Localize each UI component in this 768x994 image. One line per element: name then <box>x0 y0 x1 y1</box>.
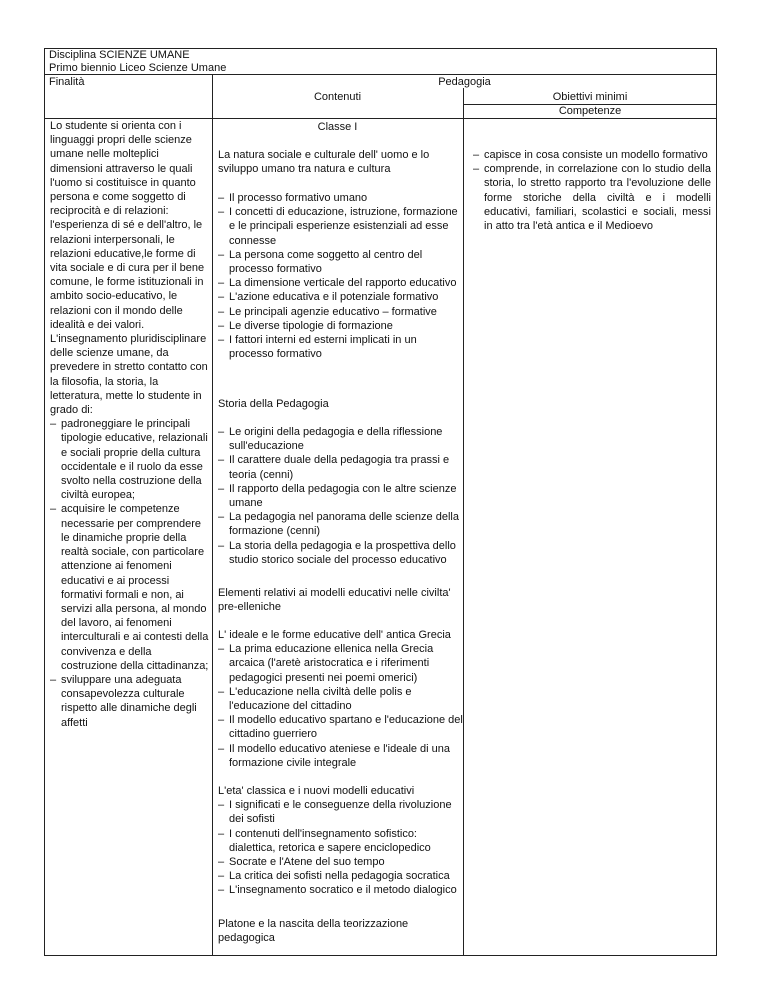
finalita-list <box>50 417 210 729</box>
section-title: L'eta' classica e i nuovi modelli educativi <box>218 785 415 797</box>
competenze-column <box>473 148 711 233</box>
list-item: – La dimensione verticale del rapporto educativo <box>218 276 463 290</box>
obiettivi-header: Obiettivi minimi <box>552 91 628 103</box>
section-grecia <box>218 628 463 770</box>
finalita-column <box>50 119 210 730</box>
list-item: – Le origini della pedagogia e della riflessione sull'educazione <box>218 425 463 453</box>
list-item: – Socrate e l'Atene del suo tempo <box>218 855 463 869</box>
classe-heading: Classe I <box>317 121 358 133</box>
finalita-intro: Lo studente si orienta con i linguaggi propri delle scienze umane nelle molteplici dimensioni attraverso le quali l'uomo si costituisce in quanto persona e come soggetto di reciprocità e di relazioni: l'esperienza di sé e dell'altro, le relazioni interpersonali, le relazioni educative,le forme di vita sociale e di cura per il bene comune, le forme istituzionali in ambito socio-educativo, le relazioni con il mondo delle idealità e dei valori. <box>50 120 205 331</box>
list-item: – comprende, in correlazione con lo studio della storia, lo stretto rapporto tra l'evoluzione delle forme storiche della civiltà e i modelli educativi, familiari, scolastici e sociali, messi in atto tra l'età antica e il Medioevo <box>473 162 711 233</box>
list-item: – La pedagogia nel panorama delle scienze della formazione (cenni) <box>218 510 463 538</box>
competenze-header: Competenze <box>558 105 622 117</box>
finalita-intro-2: L'insegnamento pluridisciplinare delle scienze umane, da prevedere in stretto contatto con la filosofia, la storia, la letteratura, mette lo studente in grado di: <box>50 333 208 417</box>
discipline-title: Disciplina SCIENZE UMANE <box>49 49 190 61</box>
list-item: – I significati e le conseguenze della rivoluzione dei sofisti <box>218 798 463 826</box>
list-item: – I fattori interni ed esterni implicati in un processo formativo <box>218 333 463 361</box>
list-item: – I contenuti dell'insegnamento sofistico: dialettica, retorica e sapere enciclopedico <box>218 827 463 855</box>
section-pre-elleniche <box>218 586 463 614</box>
list-item: – Il processo formativo umano <box>218 191 463 205</box>
section-title: Elementi relativi ai modelli educativi nelle civilta' pre-elleniche <box>218 587 451 614</box>
list-item: – padroneggiare le principali tipologie educative, relazionali e sociali proprie della cultura occidentale e il ruolo da esse svolto nella costruzione della civiltà europea; <box>50 417 210 502</box>
section-natura-list <box>218 191 463 361</box>
list-item: – L'insegnamento socratico e il metodo dialogico <box>218 883 463 897</box>
list-item: – La prima educazione ellenica nella Grecia arcaica (l'aretè aristocratica e i riferimenti pedagogici presenti nei poemi omerici) <box>218 642 463 685</box>
list-item: – capisce in cosa consiste un modello formativo <box>473 148 711 162</box>
list-item: – sviluppare una adeguata consapevolezza culturale rispetto alle dinamiche degli affetti <box>50 673 210 730</box>
list-item: – I concetti di educazione, istruzione, formazione e le principali esperienze esistenziali ad esse connesse <box>218 205 463 248</box>
list-item: – L'educazione nella civiltà delle polis e l'educazione del cittadino <box>218 685 463 713</box>
section-title: L' ideale e le forme educative dell' antica Grecia <box>218 629 451 641</box>
list-item: – La storia della pedagogia e la prospettiva dello studio storico sociale del processo educativo <box>218 539 463 567</box>
finalita-label: Finalità <box>49 76 85 88</box>
section-storia-list <box>218 425 463 567</box>
subject-title: Pedagogia <box>438 76 491 88</box>
section-title: Platone e la nascita della teorizzazione pedagogica <box>218 918 409 945</box>
section-eta-classica <box>218 784 463 898</box>
list-item: – L'azione educativa e il potenziale formativo <box>218 290 463 304</box>
list-item: – Il carattere duale della pedagogia tra prassi e teoria (cenni) <box>218 453 463 481</box>
section-storia <box>218 397 463 411</box>
section-natura <box>218 148 463 176</box>
column-divider <box>463 88 464 956</box>
list-item: – Il rapporto della pedagogia con le altre scienze umane <box>218 482 463 510</box>
section-title: Storia della Pedagogia <box>218 398 329 410</box>
list-item: – Il modello educativo ateniese e l'ideale di una formazione civile integrale <box>218 742 463 770</box>
column-divider <box>212 74 213 956</box>
list-item: – Il modello educativo spartano e l'educazione del cittadino guerriero <box>218 713 463 741</box>
course-title: Primo biennio Liceo Scienze Umane <box>49 62 227 74</box>
list-item: – Le diverse tipologie di formazione <box>218 319 463 333</box>
list-item: – La critica dei sofisti nella pedagogia socratica <box>218 869 463 883</box>
section-title: La natura sociale e culturale dell' uomo e lo sviluppo umano tra natura e cultura <box>218 149 430 176</box>
list-item: – Le principali agenzie educativo – formative <box>218 305 463 319</box>
list-item: – acquisire le competenze necessarie per comprendere le dinamiche proprie della realtà sociale, con particolare attenzione ai fenomeni educativi e ai processi formativi formali e non, ai servizi alla persona, al mondo del lavoro, ai fenomeni interculturali e ai contesti della convivenza e della costruzione della cittadinanza; <box>50 502 210 672</box>
list-item: – La persona come soggetto al centro del processo formativo <box>218 248 463 276</box>
section-platone <box>218 917 463 945</box>
contenuti-header: Contenuti <box>313 91 362 103</box>
